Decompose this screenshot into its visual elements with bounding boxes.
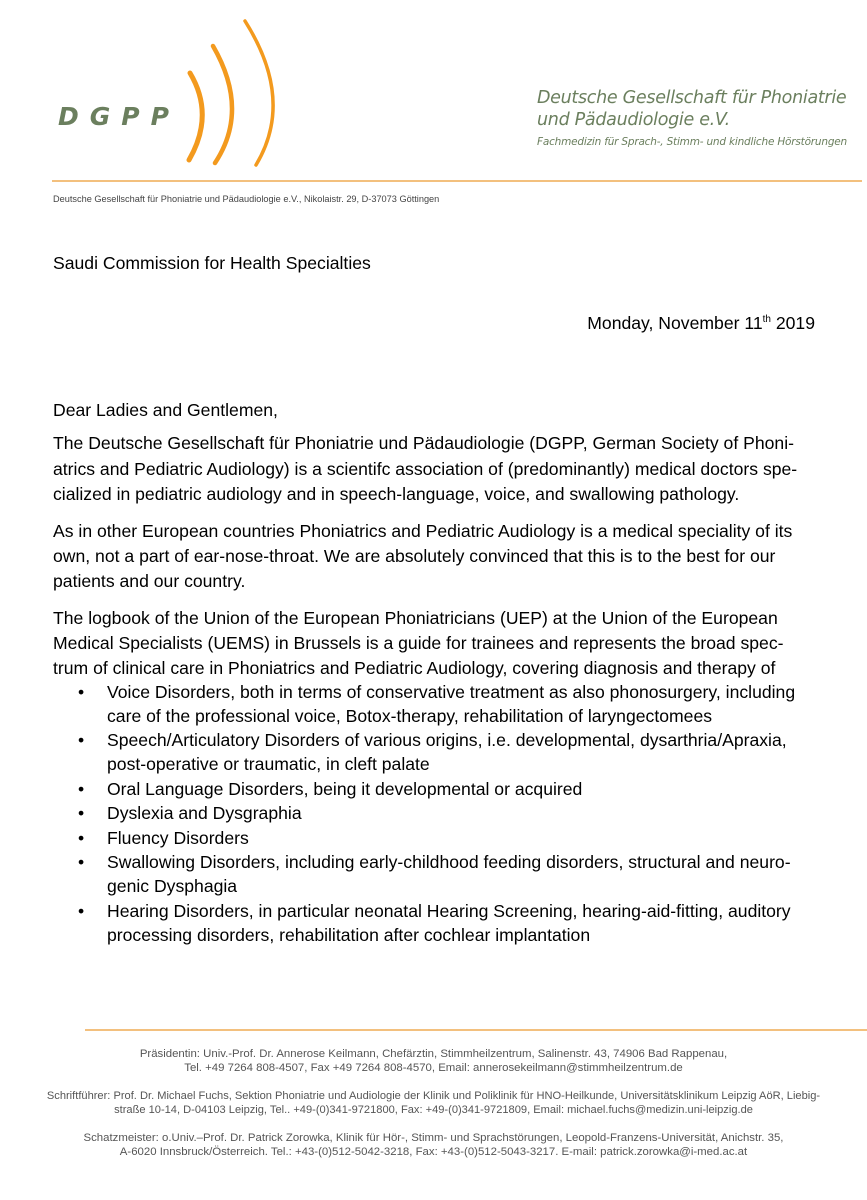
bullet-icon: • bbox=[78, 803, 85, 823]
paragraph-line: The logbook of the Union of the European Phoniatricians (UEP) at the Union of the European bbox=[53, 608, 778, 628]
bullet-icon: • bbox=[78, 730, 85, 750]
sender-address: Deutsche Gesellschaft für Phoniatrie und Pädaudiologie e.V., Nikolaistr. 29, D-37073 Göttingen bbox=[53, 194, 440, 204]
date-year: 2019 bbox=[770, 313, 815, 333]
list-item-line: Fluency Disorders bbox=[107, 828, 249, 848]
list-item-line: processing disorders, rehabilitation after cochlear implantation bbox=[107, 925, 591, 945]
footer-line: Tel. +49 7264 808-4507, Fax +49 7264 808-4570, Email: annerosekeilmann@stimmheilzentrum.de bbox=[184, 1062, 683, 1074]
footer-line: Schatzmeister: o.Univ.–Prof. Dr. Patrick Zorowka, Klinik für Hör-, Stimm- und Sprachstörungen, Leopold-Franzens-Universität, Anichstr. 35, bbox=[83, 1132, 784, 1144]
paragraph-line: atrics and Pediatric Audiology) is a scientifc association of (predominantly) medical doctors spe- bbox=[53, 459, 798, 479]
list-item-line: Hearing Disorders, in particular neonatal Hearing Screening, hearing-aid-fitting, auditory bbox=[107, 901, 791, 921]
org-subtitle: Fachmedizin für Sprach-, Stimm- und kindliche Hörstörungen bbox=[537, 136, 847, 148]
list-item-line: post-operative or traumatic, in cleft palate bbox=[107, 754, 430, 774]
bullet-icon: • bbox=[78, 779, 85, 799]
org-name-line-2: und Pädaudiologie e.V. bbox=[537, 110, 730, 130]
paragraph-line: patients and our country. bbox=[53, 571, 246, 591]
paragraph-line: cialized in pediatric audiology and in speech-language, voice, and swallowing pathology. bbox=[53, 484, 740, 504]
org-name-line-1: Deutsche Gesellschaft für Phoniatrie bbox=[537, 88, 847, 108]
salutation: Dear Ladies and Gentlemen, bbox=[53, 400, 278, 420]
list-item-line: care of the professional voice, Botox-therapy, rehabilitation of laryngectomees bbox=[107, 706, 713, 726]
paragraph-line: Medical Specialists (UEMS) in Brussels is a guide for trainees and represents the broad spec- bbox=[53, 633, 784, 653]
bullet-icon: • bbox=[78, 901, 85, 921]
dgpp-logo-text: DGPP bbox=[58, 102, 180, 131]
bullet-icon: • bbox=[78, 682, 85, 702]
paragraph-line: The Deutsche Gesellschaft für Phoniatrie und Pädaudiologie (DGPP, German Society of Phoni- bbox=[53, 433, 794, 453]
list-item-line: genic Dysphagia bbox=[107, 876, 238, 896]
paragraph-line: own, not a part of ear-nose-throat. We are absolutely convinced that this is to the best for our bbox=[53, 546, 776, 566]
footer-treasurer bbox=[0, 1131, 867, 1159]
date-suffix: th bbox=[762, 314, 771, 326]
recipient: Saudi Commission for Health Specialties bbox=[53, 253, 371, 273]
list-item-line: Oral Language Disorders, being it developmental or acquired bbox=[107, 779, 583, 799]
list-item-line: Dyslexia and Dysgraphia bbox=[107, 803, 302, 823]
bullet-icon: • bbox=[78, 828, 85, 848]
letter-date bbox=[587, 313, 815, 333]
footer-line: A-6020 Innsbruck/Österreich. Tel.: +43-(0)512-5042-3218, Fax: +43-(0)512-5043-3217. E-mail: patrick.zorowka@i-med.ac.at bbox=[119, 1146, 748, 1158]
footer-divider bbox=[85, 1029, 867, 1031]
sound-waves-logo-icon bbox=[170, 15, 290, 175]
footer-line: straße 10-14, D-04103 Leipzig, Tel.. +49-(0)341-9721800, Fax: +49-(0)341-9721809, Email: michael.fuchs@medizin.uni-leipzig.de bbox=[114, 1104, 753, 1116]
list-item-line: Speech/Articulatory Disorders of various origins, i.e. developmental, dysarthria/Apraxia, bbox=[107, 730, 787, 750]
paragraph-line: As in other European countries Phoniatrics and Pediatric Audiology is a medical speciality of its bbox=[53, 521, 793, 541]
paragraph-line: trum of clinical care in Phoniatrics and Pediatric Audiology, covering diagnosis and therapy of bbox=[53, 658, 776, 678]
footer-line: Präsidentin: Univ.-Prof. Dr. Annerose Keilmann, Chefärztin, Stimmheilzentrum, Salinenstr. 43, 74906 Bad Rappenau, bbox=[139, 1048, 728, 1060]
footer-president bbox=[0, 1047, 867, 1075]
list-item-line: Swallowing Disorders, including early-childhood feeding disorders, structural and neuro- bbox=[107, 852, 791, 872]
bullet-icon: • bbox=[78, 852, 85, 872]
list-item-line: Voice Disorders, both in terms of conservative treatment as also phonosurgery, including bbox=[107, 682, 796, 702]
footer-secretary bbox=[0, 1089, 867, 1117]
date-text: Monday, November 11 bbox=[587, 313, 763, 333]
footer-line: Schriftführer: Prof. Dr. Michael Fuchs, Sektion Phoniatrie und Audiologie der Klinik und Poliklinik für HNO-Heilkunde, Universitätsklinikum Leipzig AöR, Liebig- bbox=[46, 1090, 821, 1102]
header-divider bbox=[52, 180, 862, 182]
